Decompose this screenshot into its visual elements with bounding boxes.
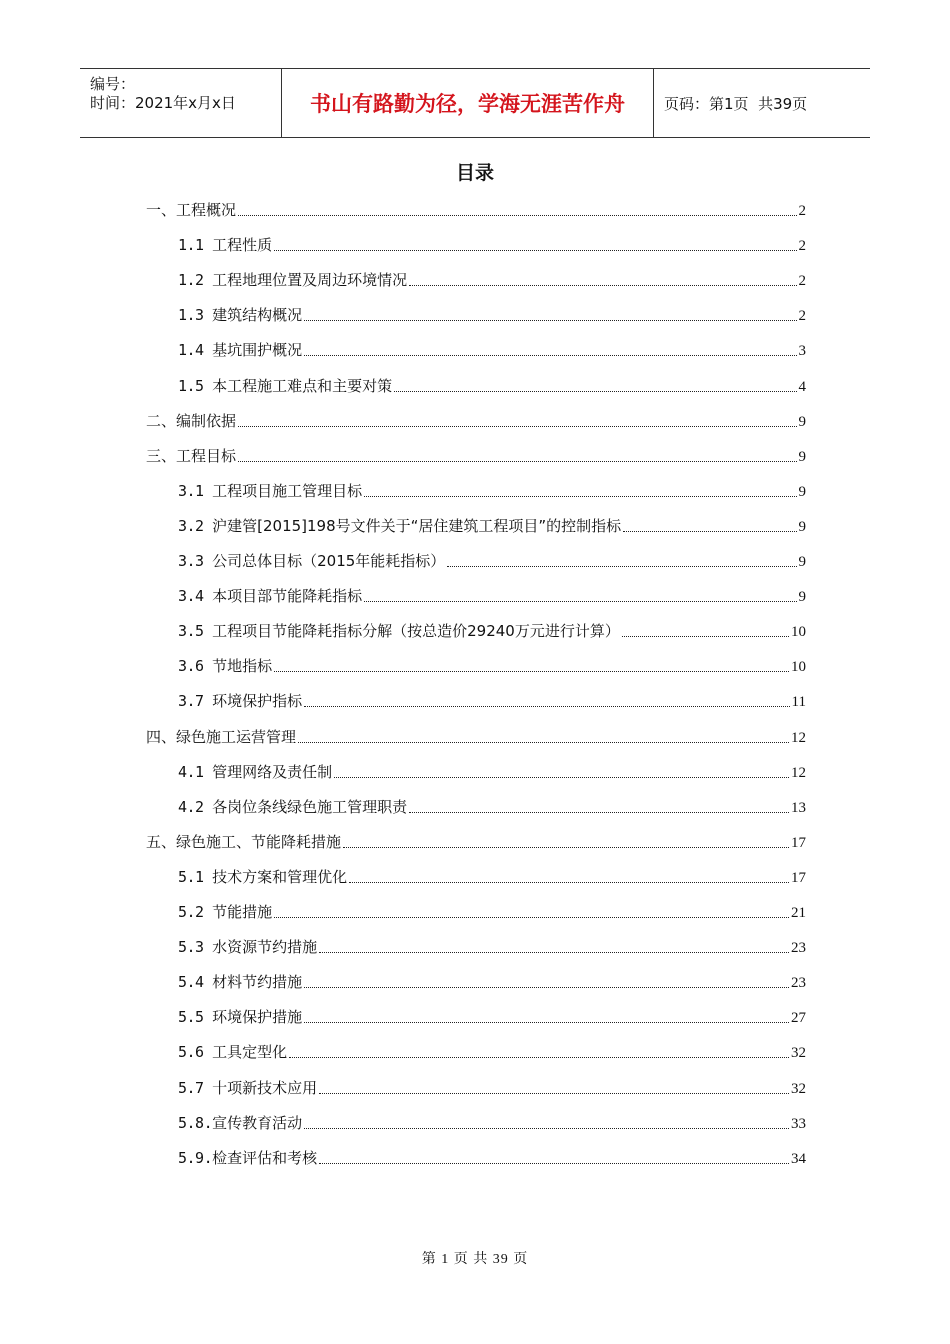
- toc-entry-page: 2: [798, 273, 806, 290]
- toc-entry-text: 建筑结构概况: [212, 306, 303, 325]
- toc-entry-label: [178, 339, 302, 360]
- toc-entry-label: [178, 655, 272, 676]
- toc-entry-page: 9: [798, 589, 806, 606]
- toc-entry[interactable]: [178, 933, 806, 957]
- toc-entry-text: 本项目部节能降耗指标: [212, 587, 363, 606]
- toc-entry-number: 1.3: [178, 306, 213, 325]
- toc-entry-number: 5.4: [178, 973, 213, 992]
- toc-entry-number: 3.7: [178, 692, 213, 711]
- toc-entry-page: 3: [798, 343, 806, 360]
- toc-entry-text: 节地指标: [212, 657, 273, 676]
- toc-entry-text: 工程性质: [212, 236, 273, 255]
- toc-entry-text: 沪建管[2015]198号文件关于“居住建筑工程项目”的控制指标: [212, 516, 622, 535]
- toc-entry-number: 3.5: [178, 622, 213, 641]
- toc-entry-page: 23: [791, 940, 806, 957]
- toc-entry-label: [146, 726, 296, 747]
- toc-entry[interactable]: [146, 723, 806, 747]
- header-page-info: [654, 69, 870, 137]
- toc-entry-label: [178, 480, 362, 501]
- toc-entry-text: 工程项目施工管理目标: [212, 481, 363, 500]
- toc-entry-number: 1.4: [178, 341, 213, 360]
- toc-entry[interactable]: [178, 266, 806, 290]
- toc-leader-dots: [304, 706, 789, 707]
- toc-leader-dots: [334, 777, 789, 778]
- toc-entry-label: [178, 1112, 302, 1133]
- toc-leader-dots: [304, 1128, 789, 1129]
- toc-entry-number: 5.1: [178, 867, 213, 886]
- toc-entry-page: 9: [798, 554, 806, 570]
- toc-entry[interactable]: [178, 652, 806, 676]
- toc-entry[interactable]: [178, 758, 806, 782]
- header-meta: [80, 69, 281, 137]
- toc-entry-label: [178, 1041, 287, 1062]
- toc-leader-dots: [274, 250, 796, 251]
- toc-entry[interactable]: [178, 477, 806, 501]
- toc-entry-page: 34: [791, 1150, 806, 1167]
- toc-entry-label: [178, 1077, 317, 1098]
- toc-entry-text: 技术方案和管理优化: [212, 867, 348, 886]
- toc-entry-page: 13: [791, 799, 806, 816]
- toc-entry-page: 11: [791, 694, 806, 711]
- toc-leader-dots: [289, 1057, 789, 1058]
- toc-entry-text: 宣传教育活动: [212, 1113, 303, 1132]
- toc-title: 目录: [455, 162, 494, 184]
- toc-entry[interactable]: [178, 687, 806, 711]
- toc-entry[interactable]: [178, 336, 806, 360]
- toc-entry-label: [146, 445, 236, 466]
- toc-entry-page: 32: [791, 1045, 806, 1062]
- toc-entry-label: [178, 375, 392, 396]
- time-label: 时间：2021年x月x日: [90, 94, 236, 112]
- toc-entry-text: 五、绿色施工、节能降耗措施: [146, 832, 342, 851]
- toc-entry-text: 二、编制依据: [146, 411, 237, 430]
- toc-entry-page: 21: [791, 905, 806, 921]
- toc-leader-dots: [409, 285, 796, 286]
- toc-entry-text: 四、绿色施工运营管理: [146, 727, 297, 746]
- toc-entry-label: [178, 550, 445, 571]
- toc-entry-text: 环境保护指标: [212, 692, 303, 711]
- toc-entry-page: 9: [798, 448, 806, 465]
- toc-entry-number: 1.5: [178, 376, 213, 395]
- toc-entry-page: 12: [791, 729, 806, 746]
- toc-entry-page: 9: [798, 413, 806, 430]
- toc-leader-dots: [304, 987, 789, 988]
- toc-leader-dots: [349, 882, 789, 883]
- toc-leader-dots: [238, 461, 796, 462]
- toc-entry-label: [178, 269, 407, 290]
- toc-entry-label: [178, 796, 407, 817]
- toc-entry-text: 工具定型化: [212, 1043, 288, 1062]
- toc-entry-number: 3.1: [178, 481, 213, 500]
- toc-entry[interactable]: [146, 196, 806, 220]
- toc-entry-label: [178, 234, 272, 255]
- page-footer: 第 1 页 共 39 页: [421, 1252, 529, 1267]
- toc-entry-label: [178, 304, 302, 325]
- toc-entry[interactable]: [178, 1003, 806, 1027]
- toc-entry-number: 5.2: [178, 903, 213, 921]
- toc-leader-dots: [304, 355, 796, 356]
- toc-entry-text: 十项新技术应用: [212, 1078, 318, 1097]
- toc-entry-page: 23: [791, 975, 806, 992]
- toc-entry[interactable]: [146, 828, 806, 852]
- toc-entry-text: 一、工程概况: [146, 201, 237, 219]
- header-motto: 书山有路勤为径，学海无涯苦作舟: [281, 69, 654, 137]
- toc-entry[interactable]: [178, 1109, 806, 1133]
- toc-entry-text: 检查评估和考核: [212, 1148, 318, 1167]
- toc-entry-page: 9: [798, 518, 806, 535]
- toc-leader-dots: [304, 320, 796, 321]
- toc-entry-label: [178, 1147, 317, 1168]
- toc-entry-text: 管理网络及责任制: [212, 762, 333, 781]
- toc-entry-number: 4.1: [178, 762, 213, 781]
- document-header: [80, 68, 870, 138]
- toc-entry-number: 3.6: [178, 657, 213, 676]
- toc-entry-page: 9: [798, 483, 806, 500]
- toc-entry-text: 环境保护措施: [212, 1008, 303, 1027]
- toc-entry-number: 1.1: [178, 236, 213, 255]
- toc-entry[interactable]: [146, 407, 806, 431]
- toc-entry[interactable]: [178, 1144, 806, 1168]
- toc-entry[interactable]: [178, 863, 806, 887]
- toc-entry-number: 5.3: [178, 938, 213, 957]
- toc-entry-number: 1.2: [178, 271, 213, 290]
- toc-entry-number: 5.9.: [178, 1148, 213, 1167]
- toc-leader-dots: [447, 566, 796, 567]
- toc-leader-dots: [238, 426, 796, 427]
- toc-entry-text: 节能措施: [212, 903, 273, 921]
- toc-entry-text: 材料节约措施: [212, 973, 303, 992]
- code-label: 编号：: [90, 75, 136, 93]
- toc-entry-number: 3.3: [178, 552, 213, 570]
- toc-entry-page: 2: [798, 308, 806, 325]
- toc-entry-page: 2: [798, 203, 806, 219]
- toc-entry-text: 基坑围护概况: [212, 341, 303, 360]
- toc-entry-page: 17: [791, 869, 806, 886]
- page-info-text: 页码：第1页 共39页: [664, 94, 808, 113]
- toc-entry-label: [178, 515, 621, 536]
- toc-entry-page: 4: [798, 378, 806, 395]
- toc-leader-dots: [298, 742, 789, 743]
- toc-leader-dots: [274, 917, 789, 918]
- toc-entry-page: 12: [791, 764, 806, 781]
- toc-entry[interactable]: [178, 898, 806, 922]
- toc-leader-dots: [409, 812, 789, 813]
- toc-entry-label: [178, 971, 302, 992]
- toc-entry-label: [178, 1006, 302, 1027]
- toc-leader-dots: [319, 952, 789, 953]
- toc-entry-number: 5.5: [178, 1008, 213, 1027]
- toc-entry[interactable]: [178, 617, 806, 641]
- toc-leader-dots: [238, 215, 796, 216]
- toc-entry[interactable]: [178, 547, 806, 571]
- toc-entry-label: [146, 410, 236, 431]
- toc-entry-label: [146, 831, 341, 852]
- toc-leader-dots: [394, 391, 796, 392]
- toc-entry-text: 工程地理位置及周边环境情况: [212, 271, 408, 290]
- toc-entry-number: 5.8.: [178, 1113, 213, 1132]
- toc-entry-page: 27: [791, 1010, 806, 1027]
- toc-entry[interactable]: [178, 301, 806, 325]
- toc-entry-label: [178, 761, 332, 782]
- toc-leader-dots: [319, 1093, 789, 1094]
- toc-entry-number: 3.2: [178, 516, 213, 535]
- toc-entry-number: 4.2: [178, 797, 213, 816]
- toc-entry-number: 3.4: [178, 587, 213, 606]
- toc-entry-label: [178, 620, 620, 641]
- toc-leader-dots: [274, 671, 789, 672]
- toc-entry-text: 本工程施工难点和主要对策: [212, 376, 393, 395]
- toc-entry-label: [178, 585, 362, 606]
- toc-entry[interactable]: [178, 1038, 806, 1062]
- toc-entry-page: 2: [798, 238, 806, 255]
- toc-leader-dots: [622, 636, 789, 637]
- toc-leader-dots: [319, 1163, 789, 1164]
- toc-entry[interactable]: [146, 442, 806, 466]
- toc-entry-label: [178, 936, 317, 957]
- toc-entry-label: [146, 199, 236, 220]
- toc-entry[interactable]: [178, 1074, 806, 1098]
- toc-entry[interactable]: [178, 968, 806, 992]
- toc-entry-text: 工程项目节能降耗指标分解（按总造价29240万元进行计算）: [212, 622, 620, 641]
- toc-entry[interactable]: [178, 582, 806, 606]
- toc-entry-page: 33: [791, 1115, 806, 1132]
- toc-leader-dots: [343, 847, 789, 848]
- toc-entry-page: 17: [791, 834, 806, 851]
- toc-leader-dots: [364, 496, 796, 497]
- toc-entry-page: 32: [791, 1080, 806, 1097]
- toc-leader-dots: [364, 601, 796, 602]
- toc-entry-page: 10: [791, 659, 806, 676]
- toc-leader-dots: [623, 531, 796, 532]
- toc-entry-text: 三、工程目标: [146, 446, 237, 465]
- toc-entry-text: 公司总体目标（2015年能耗指标）: [212, 552, 446, 570]
- toc-entry[interactable]: [178, 793, 806, 817]
- toc-entry-label: [178, 690, 302, 711]
- toc-entry-page: 10: [791, 624, 806, 641]
- toc-entry[interactable]: [178, 512, 806, 536]
- toc-entry-label: [178, 901, 272, 922]
- toc-entry-text: 水资源节约措施: [212, 938, 318, 957]
- toc-leader-dots: [304, 1022, 789, 1023]
- toc-entry-number: 5.6: [178, 1043, 213, 1062]
- toc-entry-number: 5.7: [178, 1078, 213, 1097]
- toc-entry[interactable]: [178, 372, 806, 396]
- toc-entry-label: [178, 866, 347, 887]
- toc-entry-text: 各岗位条线绿色施工管理职责: [212, 797, 408, 816]
- toc-entry[interactable]: [178, 231, 806, 255]
